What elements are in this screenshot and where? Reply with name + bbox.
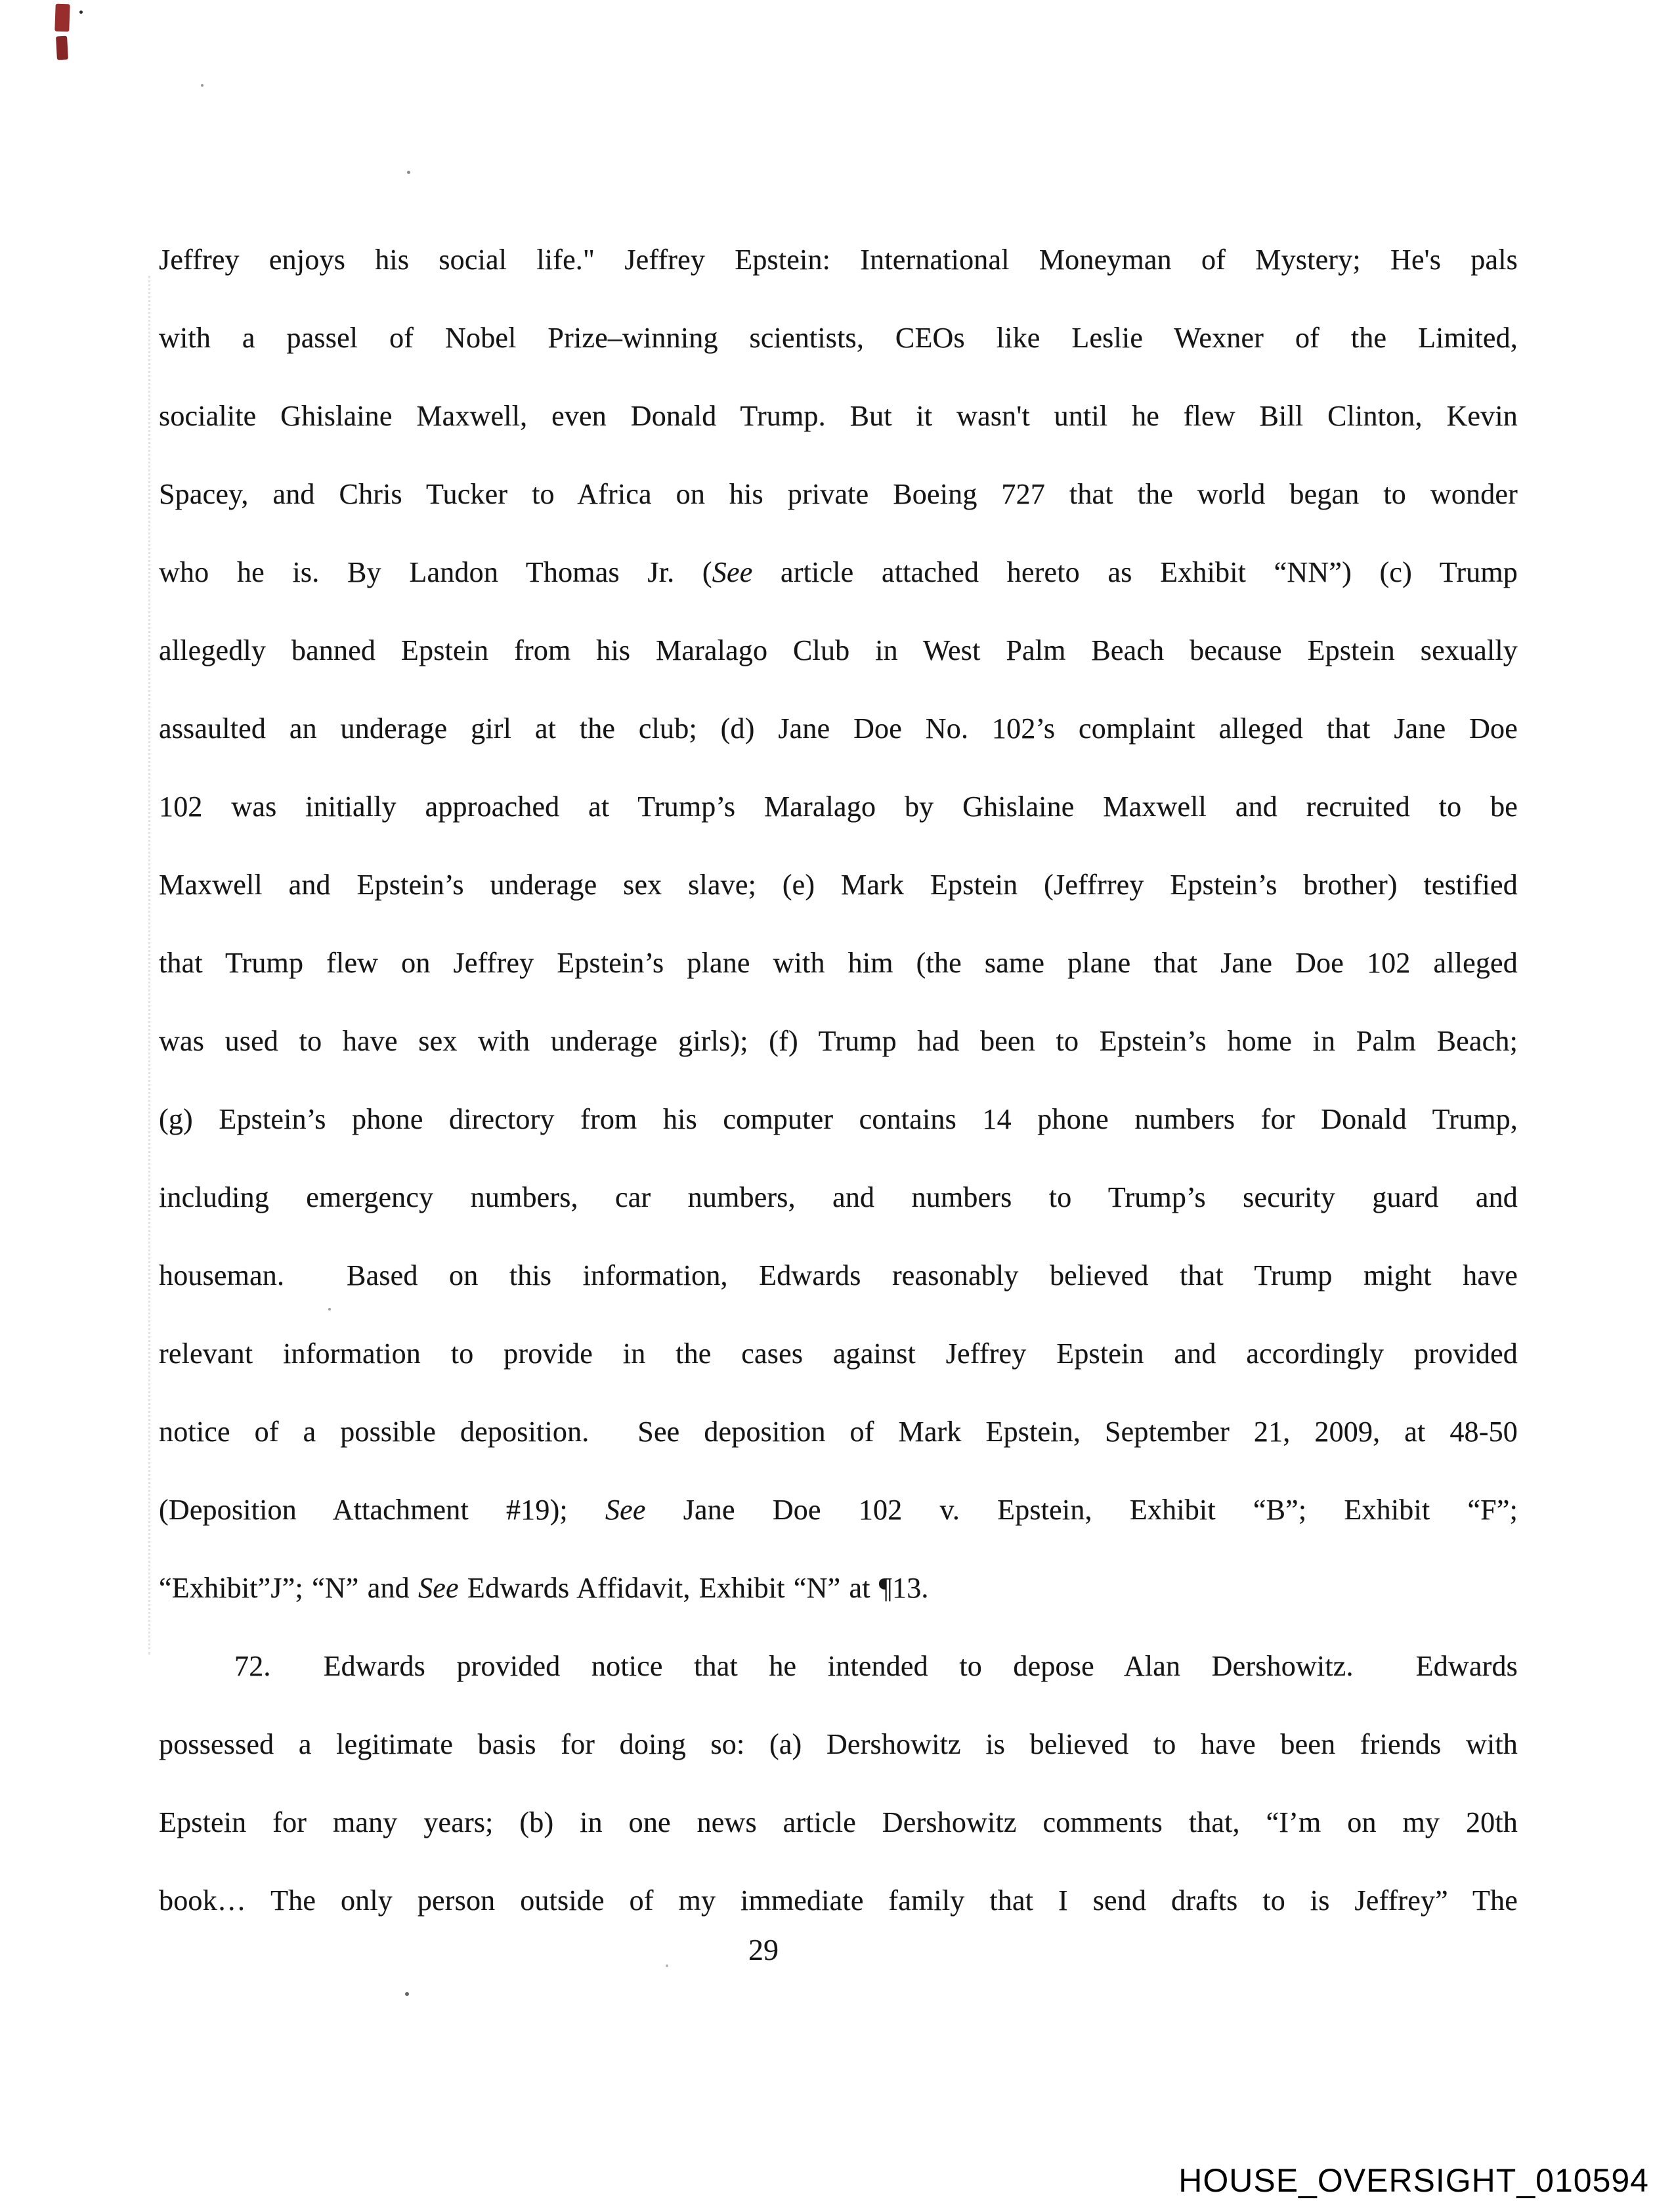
document-text: including emergency numbers, car numbers, and numbers to Trump’s security guard and — [159, 1181, 1518, 1213]
page-number: 29 — [748, 1933, 779, 1966]
document-text: article attached hereto as Exhibit “NN”) (c) Trump — [752, 556, 1518, 588]
tab-space — [271, 1675, 324, 1676]
document-line — [159, 1549, 1518, 1627]
document-text: possessed a legitimate basis for doing so: (a) Dershowitz is believed to have been friends with — [159, 1728, 1518, 1760]
document-text: Jeffrey enjoys his social life." Jeffrey Epstein: International Moneyman of Mystery; He's pals — [159, 244, 1518, 276]
document-line — [159, 533, 1518, 611]
scan-margin-dots — [148, 276, 150, 1655]
scan-speck — [405, 1992, 409, 1996]
document-text: notice of a possible deposition. See deposition of Mark Epstein, September 21, 2009, at 48-50 — [159, 1416, 1518, 1448]
document-line — [159, 221, 1518, 299]
document-text: Epstein for many years; (b) in one news article Dershowitz comments that, “I’m on my 20th — [159, 1806, 1518, 1838]
document-text: assaulted an underage girl at the club; (d) Jane Doe No. 102’s complaint alleged that Jane Doe — [159, 712, 1518, 745]
document-text: Spacey, and Chris Tucker to Africa on his private Boeing 727 that the world began to wonder — [159, 478, 1518, 510]
red-pen-mark — [54, 4, 70, 32]
document-line — [159, 1002, 1518, 1080]
tab-space — [159, 1675, 234, 1676]
document-line — [159, 924, 1518, 1002]
scan-speck — [79, 11, 83, 14]
document-text: 102 was initially approached at Trump’s Maralago by Ghislaine Maxwell and recruited to be — [159, 791, 1518, 823]
document-text: book… The only person outside of my immediate family that I send drafts to is Jeffrey” The — [159, 1884, 1518, 1917]
document-text: allegedly banned Epstein from his Maralago Club in West Palm Beach because Epstein sexually — [159, 634, 1518, 666]
document-line — [159, 1236, 1518, 1314]
document-line — [159, 1783, 1518, 1861]
document-line — [159, 846, 1518, 924]
document-line — [159, 611, 1518, 689]
scan-speck — [407, 171, 410, 174]
document-text: 72. — [234, 1650, 271, 1682]
document-text: who he is. By Landon Thomas Jr. ( — [159, 556, 712, 588]
scan-speck — [666, 1964, 668, 1967]
text-block — [159, 221, 1518, 1940]
document-text: Maxwell and Epstein’s underage sex slave; (e) Mark Epstein (Jeffrrey Epstein’s brother) testified — [159, 869, 1518, 901]
document-line — [159, 1080, 1518, 1158]
document-text: with a passel of Nobel Prize–winning scientists, CEOs like Leslie Wexner of the Limited, — [159, 322, 1518, 354]
document-line — [159, 455, 1518, 533]
document-text: Edwards Affidavit, Exhibit “N” at ¶13. — [458, 1572, 929, 1604]
document-line — [159, 768, 1518, 846]
document-line — [159, 1158, 1518, 1236]
document-line — [159, 1393, 1518, 1471]
document-line — [159, 1627, 1518, 1705]
document-text: relevant information to provide in the cases against Jeffrey Epstein and accordingly provided — [159, 1337, 1518, 1370]
document-text: houseman. Based on this information, Edwards reasonably believed that Trump might have — [159, 1259, 1518, 1291]
document-line — [159, 377, 1518, 455]
document-text: socialite Ghislaine Maxwell, even Donald Trump. But it wasn't until he flew Bill Clinton, Kevin — [159, 400, 1518, 432]
document-text: (Deposition Attachment #19); — [159, 1494, 605, 1526]
red-pen-mark — [56, 36, 68, 60]
document-text: Edwards provided notice that he intended to depose Alan Dershowitz. Edwards — [323, 1650, 1518, 1682]
document-line — [159, 689, 1518, 768]
scan-speck — [328, 1308, 331, 1311]
document-line — [159, 1314, 1518, 1393]
bates-stamp: HOUSE_OVERSIGHT_010594 — [1178, 2162, 1649, 2199]
document-line — [159, 299, 1518, 377]
document-text-italic: See — [712, 556, 753, 588]
document-text: Jane Doe 102 v. Epstein, Exhibit “B”; Exhibit “F”; — [645, 1494, 1518, 1526]
document-line — [159, 1705, 1518, 1783]
document-text: “Exhibit”J”; “N” and — [159, 1572, 419, 1604]
document-text: that Trump flew on Jeffrey Epstein’s plane with him (the same plane that Jane Doe 102 alleged — [159, 947, 1518, 979]
document-text: was used to have sex with underage girls); (f) Trump had been to Epstein’s home in Palm Beach; — [159, 1025, 1518, 1057]
scan-speck — [201, 84, 204, 87]
document-text-italic: See — [605, 1494, 646, 1526]
document-text-italic: See — [418, 1572, 459, 1604]
document-line — [159, 1861, 1518, 1940]
document-line — [159, 1471, 1518, 1549]
document-text: (g) Epstein’s phone directory from his computer contains 14 phone numbers for Donald Trump, — [159, 1103, 1518, 1135]
